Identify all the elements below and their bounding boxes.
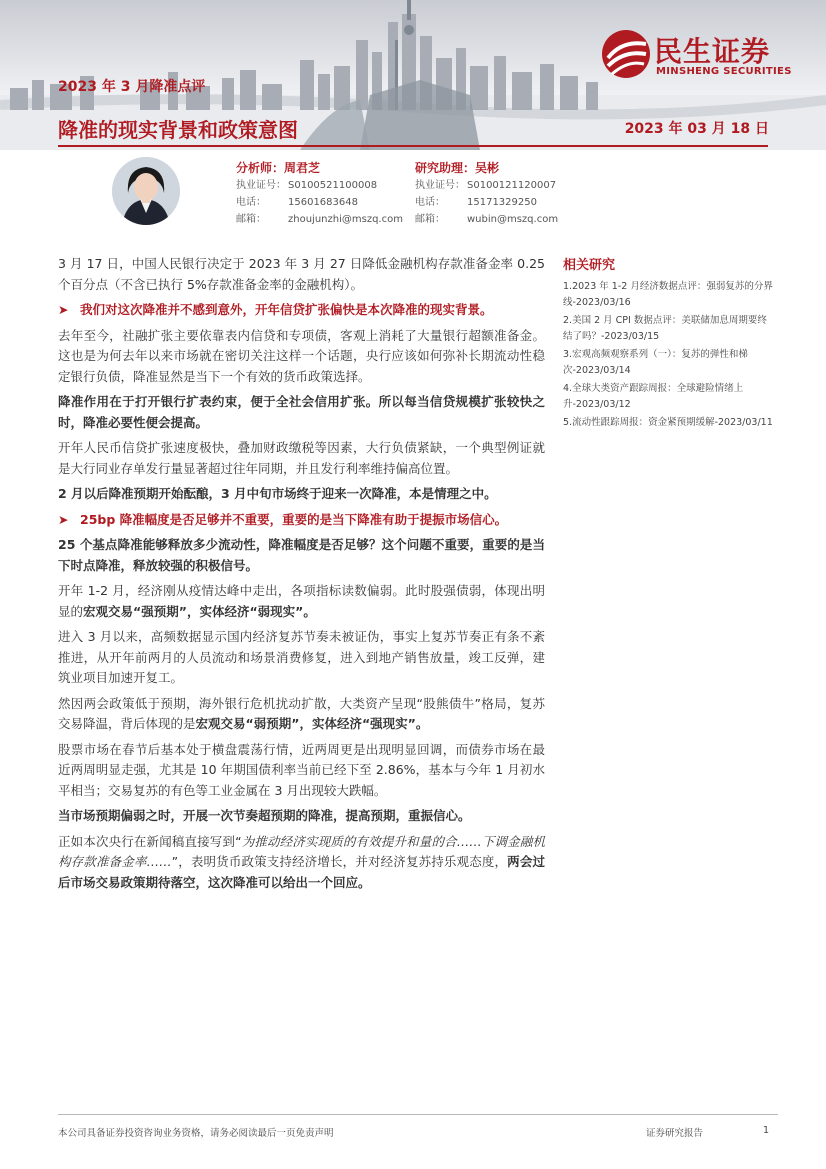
paragraph-text: 开年 1-2 月，经济刚从疫情达峰中走出，各项指标读数偏弱。此时股强债弱，体现出明显的 — [58, 583, 545, 619]
phone-label: 电话： — [236, 197, 266, 208]
related-research-link[interactable]: 5.流动性跟踪周报：资金紧预期缓解-2023/03/11 — [563, 417, 773, 428]
analyst-name: 研究助理：吴彬 — [415, 161, 500, 175]
paragraph: 股票市场在春节后基本处于横盘震荡行情，近两周更是出现明显回调，而债券市场在最近两周明显走强，尤其是 10 年期国债利率当前已经下至 2.86%，基本与今年 1 月初水平相当；交易复苏的有色等工业金属在 3 月出现较大跌幅。 — [58, 741, 545, 798]
analyst-name: 分析师：周君芝 — [236, 161, 321, 175]
key-point-text: 我们对这次降准并不感到意外，开年信贷扩张偏快是本次降准的现实背景。 — [80, 302, 493, 317]
analyst-avatar — [112, 157, 180, 225]
cert-number: S0100121120007 — [467, 180, 557, 191]
related-research-link[interactable]: 2.美国 2 月 CPI 数据点评：美联储加息周期要终结了吗？-2023/03/15 — [563, 315, 767, 342]
key-point — [58, 510, 545, 531]
paragraph-text: 然因两会政策低于预期，海外银行危机扰动扩散，大类资产呈现“股熊债牛”格局，复苏交易降温，背后体现的是 — [58, 695, 545, 731]
analyst-card-2 — [415, 160, 558, 228]
logo-text-en: MINSHENG SECURITIES — [656, 66, 792, 77]
paragraph: 去年至今，社融扩张主要依靠表内信贷和专项债，客观上消耗了大量银行超额准备金。这也是为何去年以来市场就在密切关注这样一个话题，央行应该如何弥补长期流动性稳定银行负债，降准显然是当下一个有效的货币政策选择。 — [58, 327, 545, 384]
footer-doc-type: 证券研究报告 — [646, 1128, 704, 1139]
paragraph — [58, 694, 545, 735]
paragraph-emphasis: 宏观交易“弱预期”，实体经济“强现实”。 — [195, 716, 429, 731]
quote-text: 为推动经济实现质的有效提升和量的合……下调金融机构存款准备金率…… — [58, 833, 545, 869]
bold-paragraph: 降准作用在于打开银行扩表约束，便于全社会信用扩张。所以每当信贷规模扩张较快之时，降准必要性便会提高。 — [58, 394, 545, 430]
paragraph-text: ”，表明货币政策支持经济增长，并对经济复苏持乐观态度， — [171, 854, 508, 869]
footer-divider — [58, 1114, 778, 1115]
footer-disclaimer: 本公司具备证券投资咨询业务资格，请务必阅读最后一页免责声明 — [58, 1128, 334, 1139]
cert-label: 执业证号： — [415, 180, 465, 191]
phone-number: 15601683648 — [288, 197, 358, 208]
page-number: 1 — [763, 1125, 770, 1136]
related-research-link[interactable]: 3.宏观高频观察系列（一）：复苏的弹性和梯次-2023/03/14 — [563, 349, 748, 376]
bold-paragraph: 当市场预期偏弱之时，开展一次节奏超预期的降准，提高预期，重振信心。 — [58, 808, 471, 823]
header-divider — [58, 145, 768, 147]
paragraph: 开年人民币信贷扩张速度极快，叠加财政缴税等因素，大行负债紧缺，一个典型例证就是大行同业存单发行量显著超过往年同期，并且发行利率维持偏高位置。 — [58, 440, 545, 476]
minsheng-logo — [600, 28, 805, 84]
paragraph — [58, 581, 545, 622]
sidebar-heading: 相关研究 — [563, 258, 616, 273]
email-address[interactable]: wubin@mszq.com — [467, 214, 559, 225]
bold-paragraph: 25 个基点降准能够释放多少流动性，降准幅度是否足够？这个问题不重要，重要的是当下时点降准，释放较强的积极信号。 — [58, 537, 545, 573]
report-body — [58, 254, 545, 898]
cert-number: S0100521100008 — [288, 180, 378, 191]
analyst-portrait-image — [112, 157, 180, 225]
paragraph-text: 正如本次央行在新闻稿直接写到“ — [58, 833, 242, 849]
phone-label: 电话： — [415, 197, 445, 208]
key-point — [58, 300, 545, 321]
paragraph-emphasis: 两会过后市场交易政策期待落空，这次降准可以给出一个回应。 — [58, 854, 545, 890]
email-address[interactable]: zhoujunzhi@mszq.com — [288, 214, 403, 225]
related-research-link[interactable]: 1.2023 年 1-2 月经济数据点评：强弱复苏的分界线-2023/03/16 — [563, 281, 773, 308]
paragraph-emphasis: 宏观交易“强预期”，实体经济“弱现实”。 — [83, 603, 316, 619]
key-point-text: 25bp 降准幅度是否足够并不重要，重要的是当下降准有助于提振市场信心。 — [80, 511, 508, 527]
arrow-bullet-icon: ➤ — [58, 511, 69, 527]
logo-text-cn: 民生证券 — [654, 35, 771, 68]
header-banner — [0, 0, 826, 150]
minsheng-logo-mark-icon — [600, 28, 652, 80]
paragraph: 进入 3 月以来，高频数据显示国内经济复苏节奏未被证伪，事实上复苏节奏正有条不紊推进，从开年前两月的人员流动和场景消费修复，进入到地产销售放量，竣工反弹，建筑业项目加速开复工。 — [58, 629, 545, 685]
paragraph: 3 月 17 日，中国人民银行决定于 2023 年 3 月 27 日降低金融机构存款准备金率 0.25 个百分点（不含已执行 5%存款准备金率的金融机构）。 — [58, 256, 545, 292]
email-label: 邮箱： — [236, 214, 266, 225]
cert-label: 执业证号： — [236, 180, 286, 191]
related-research-link[interactable]: 4.全球大类资产跟踪周报：全球避险情绪上升-2023/03/12 — [563, 383, 744, 410]
phone-number: 15171329250 — [467, 197, 537, 208]
report-series: 2023 年 3 月降准点评 — [58, 79, 206, 95]
report-title: 降准的现实背景和政策意图 — [58, 118, 298, 142]
analyst-card-1 — [236, 160, 403, 228]
bold-paragraph: 2 月以后降准预期开始酝酿，3 月中旬市场终于迎来一次降准，本是情理之中。 — [58, 486, 497, 501]
report-date: 2023 年 03 月 18 日 — [624, 121, 769, 137]
paragraph — [58, 832, 545, 894]
related-research-sidebar — [563, 254, 773, 434]
email-label: 邮箱： — [415, 214, 445, 225]
arrow-bullet-icon: ➤ — [58, 302, 69, 317]
